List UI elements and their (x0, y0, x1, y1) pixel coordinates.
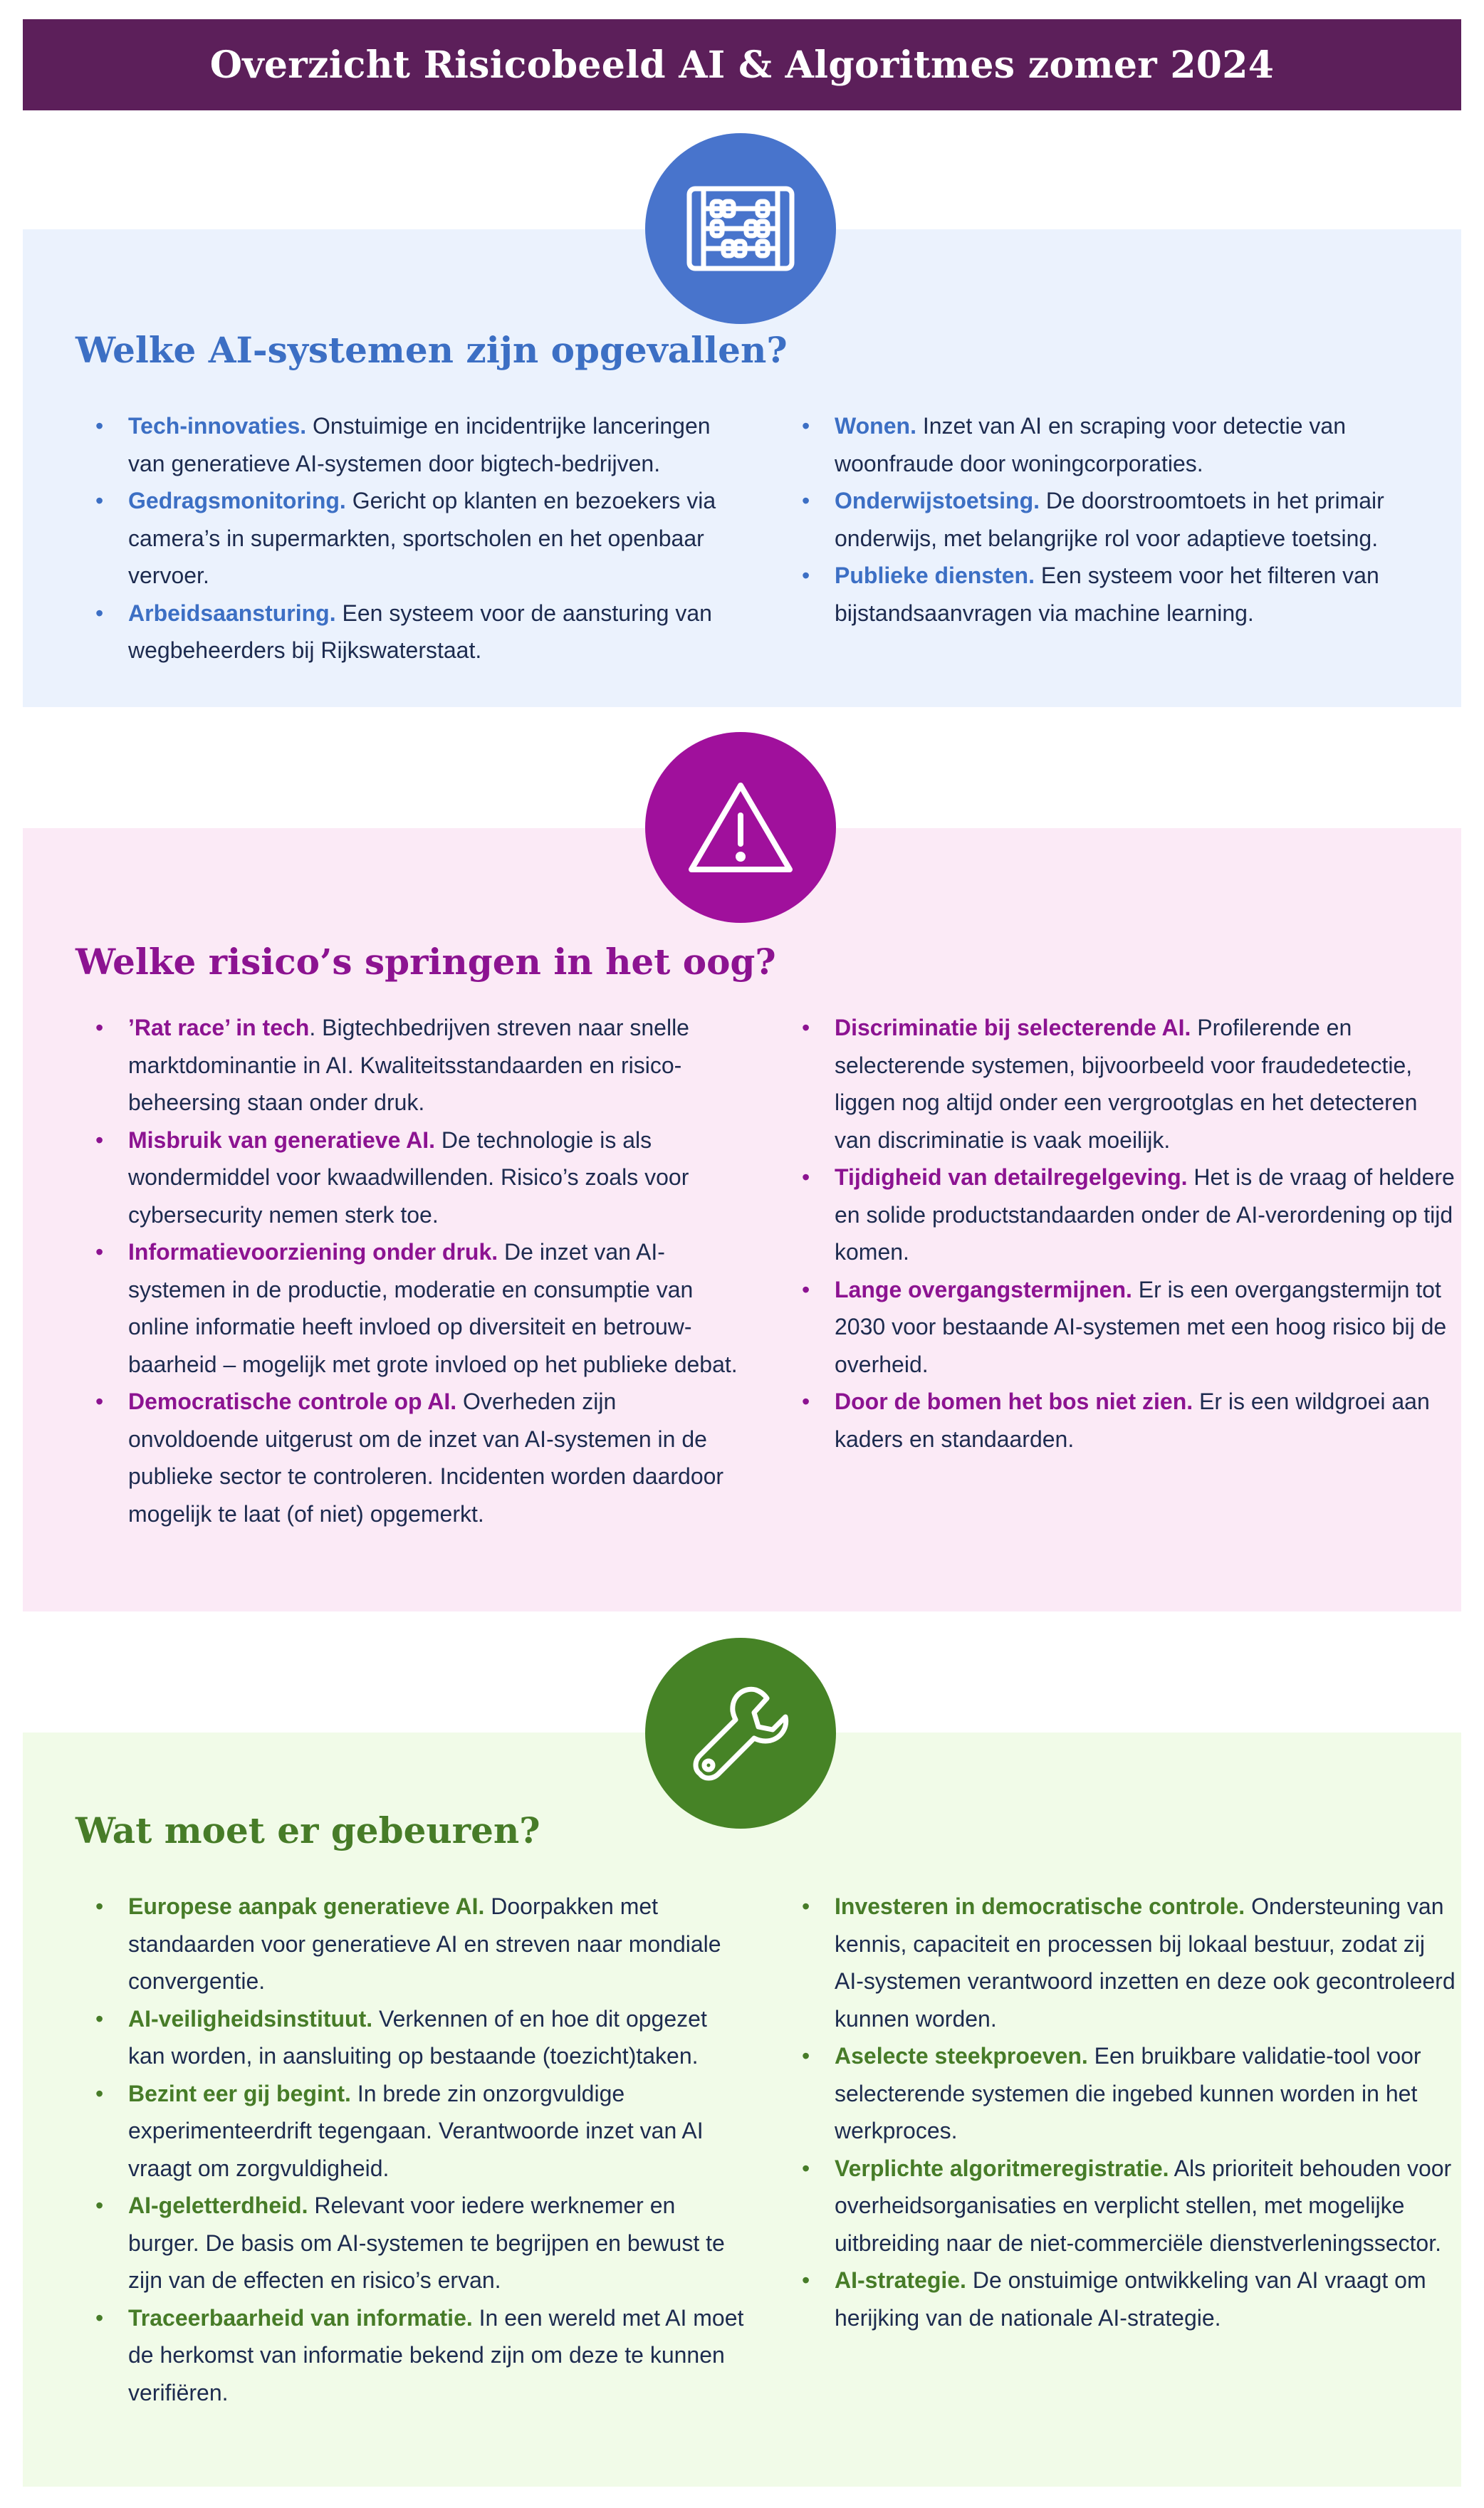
item-term: Gedragsmonitoring. (128, 488, 346, 513)
list-item (800, 1009, 1456, 1159)
item-text: In een wereld met AI moet de herkomst van informatie bekend zijn om deze te kunnen verifiëren. (128, 2304, 744, 2405)
list-item (94, 407, 749, 482)
list-left (94, 1888, 749, 2411)
item-text: De onstuimige ontwikkeling van AI vraagt om herijking van de nationale AI-strategie. (835, 2267, 1426, 2331)
item-text: Een systeem voor de aansturing van wegbeheerders bij Rijkswaterstaat. (128, 600, 712, 663)
item-term: Tech-innovaties. (128, 413, 307, 439)
item-term: Traceerbaarheid van informatie. (128, 2304, 473, 2331)
list-right (800, 407, 1456, 632)
section-risks (23, 828, 1461, 1611)
item-text: De doorstroomtoets in het primair onderwijs, met belangrijke rol voor adaptieve toetsing. (835, 488, 1384, 551)
item-term: Aselecte steekproeven. (835, 2043, 1088, 2069)
list-item (800, 1888, 1456, 2037)
item-term: Publieke diensten. (835, 563, 1035, 588)
list-item (94, 1383, 749, 1532)
item-term: Door de bomen het bos niet zien. (835, 1389, 1193, 1414)
item-text: Een systeem voor het filteren van bijstandsaanvragen via machine learning. (835, 563, 1379, 626)
item-term: Arbeidsaansturing. (128, 600, 336, 626)
section-heading: Welke risico’s springen in het oog? (75, 941, 776, 983)
list-item (94, 2299, 749, 2412)
list-item (94, 1122, 749, 1234)
list-item (94, 2187, 749, 2299)
item-text: Overheden zijn onvoldoende uitgerust om de inzet van AI-systemen in de publieke sector te controleren. Incidenten worden daardoor mogelijk te laat (of niet) opgemerkt. (128, 1389, 724, 1527)
list-item (94, 595, 749, 669)
list-item (800, 1271, 1456, 1384)
item-text: In brede zin onzorgvuldige experimenteerdrift tegengaan. Verantwoorde inzet van AI vraagt om zorgvuldigheid. (128, 2080, 704, 2181)
item-text: Een bruikbare validatie-tool voor selecterende systemen die ingebed kunnen worden in het werkproces. (835, 2043, 1421, 2143)
item-term: Lange overgangstermijnen. (835, 1276, 1132, 1302)
item-term: Europese aanpak generatieve AI. (128, 1893, 485, 1919)
list-item (94, 1009, 749, 1122)
list-right (800, 1009, 1456, 1458)
list-item (800, 482, 1456, 557)
item-text: . Bigtechbedrijven streven naar snelle marktdominantie in AI. Kwaliteitsstandaarden en risico-beheersing staan onder druk. (128, 1015, 689, 1115)
item-text: Inzet van AI en scraping voor detectie van woonfraude door woningcorporaties. (835, 413, 1346, 476)
item-term: Democratische controle op AI. (128, 1389, 457, 1414)
item-text: De inzet van AI-systemen in de productie, moderatie en consumptie van online informatie heeft invloed op diversiteit en betrouw-baarheid – mogelijk met grote invloed op het publieke debat. (128, 1239, 738, 1377)
title-banner (23, 19, 1461, 110)
list-item (94, 482, 749, 595)
list-item (94, 2000, 749, 2075)
item-text: Verkennen of en hoe dit opgezet kan worden, in aansluiting op bestaande (toezicht)taken. (128, 2005, 707, 2069)
list-item (800, 407, 1456, 482)
item-term: Misbruik van generatieve AI. (128, 1127, 435, 1153)
list-item (800, 2150, 1456, 2262)
list-right (800, 1888, 1456, 2336)
item-text: Als prioriteit behouden voor overheidsorganisaties en verplicht stellen, met mogelijke uitbreiding naar de niet-commerciële dienstverleningssector. (835, 2155, 1452, 2256)
list-left (94, 407, 749, 669)
item-term: Bezint eer gij begint. (128, 2080, 351, 2106)
list-item (800, 2037, 1456, 2150)
item-text: Profilerende en selecterende systemen, bijvoorbeeld voor fraudedetectie, liggen nog altijd onder een vergrootglas en het detecteren van discriminatie is vaak moeilijk. (835, 1015, 1418, 1153)
item-term: Investeren in democratische controle. (835, 1893, 1245, 1919)
item-term: Tijdigheid van detailregelgeving. (835, 1164, 1188, 1190)
section-heading: Wat moet er gebeuren? (75, 1809, 540, 1851)
list-item (800, 2262, 1456, 2336)
item-term: Informatievoorziening onder druk. (128, 1239, 498, 1265)
list-item (94, 1233, 749, 1383)
item-term: AI-veiligheidsinstituut. (128, 2005, 373, 2032)
item-text: Relevant voor iedere werknemer en burger. De basis om AI-systemen te begrijpen en bewust te zijn van de effecten en risico’s ervan. (128, 2193, 725, 2293)
list-item (800, 1159, 1456, 1271)
list-item (800, 1383, 1456, 1458)
item-term: Onderwijstoetsing. (835, 488, 1040, 513)
item-term: Wonen. (835, 413, 916, 439)
item-text: Het is de vraag of heldere en solide productstandaarden onder de AI-verordening op tijd komen. (835, 1164, 1455, 1265)
item-term: ’Rat race’ in tech (128, 1015, 310, 1040)
item-term: Verplichte algoritmeregistratie. (835, 2155, 1169, 2181)
item-text: Er is een overgangstermijn tot 2030 voor bestaande AI-systemen met een hoog risico bij de overheid. (835, 1276, 1447, 1377)
item-text: Gericht op klanten en bezoekers via camera’s in supermarkten, sportscholen en het openbaar vervoer. (128, 488, 716, 588)
item-text: Ondersteuning van kennis, capaciteit en processen bij lokaal bestuur, zodat zij AI-systemen verantwoord inzetten en deze ook gecontroleerd kunnen worden. (835, 1893, 1456, 2032)
page-title: Overzicht Risicobeeld AI & Algoritmes zomer 2024 (209, 43, 1275, 87)
item-text: De technologie is als wondermiddel voor kwaadwillenden. Risico’s zoals voor cybersecurity nemen sterk toe. (128, 1127, 689, 1228)
item-text: Er is een wildgroei aan kaders en standaarden. (835, 1389, 1430, 1452)
wrench-icon (645, 1638, 836, 1829)
item-term: Discriminatie bij selecterende AI. (835, 1015, 1191, 1040)
item-term: AI-strategie. (835, 2267, 966, 2293)
item-text: Onstuimige en incidentrijke lanceringen van generatieve AI-systemen door bigtech-bedrijven. (128, 413, 711, 476)
section-actions (23, 1733, 1461, 2487)
item-text: Doorpakken met standaarden voor generatieve AI en streven naar mondiale convergentie. (128, 1893, 721, 1994)
list-item (94, 2075, 749, 2188)
item-term: AI-geletterdheid. (128, 2193, 308, 2218)
warning-icon (645, 732, 836, 923)
section-heading: Welke AI-systemen zijn opgevallen? (75, 329, 788, 371)
abacus-icon (645, 133, 836, 324)
list-left (94, 1009, 749, 1532)
list-item (800, 557, 1456, 632)
list-item (94, 1888, 749, 2000)
